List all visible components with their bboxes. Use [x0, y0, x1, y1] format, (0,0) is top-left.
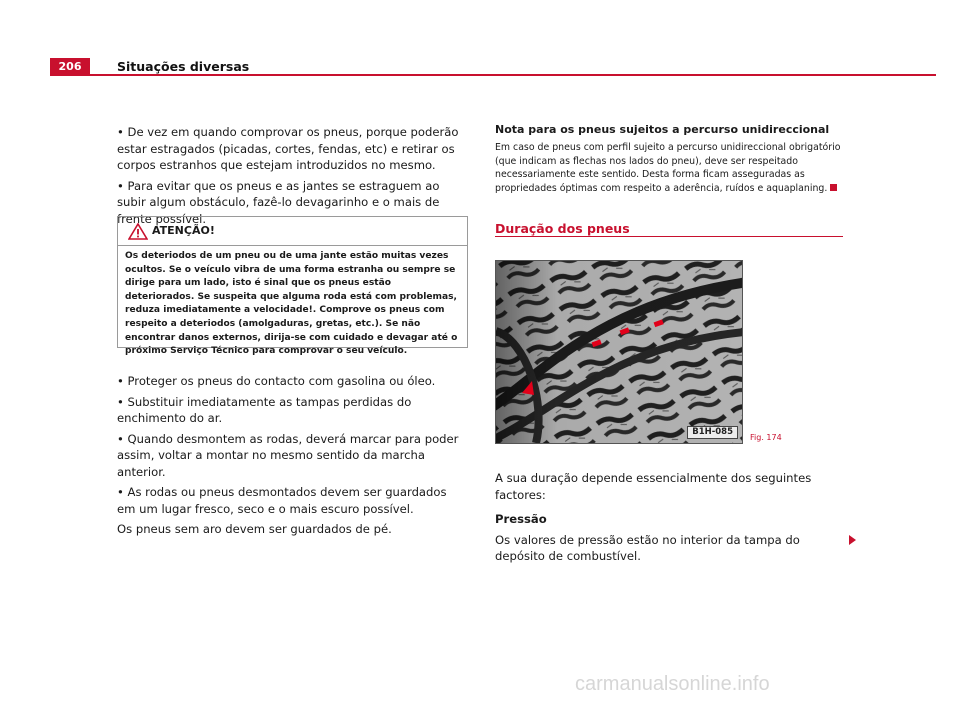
bullet-mark-wheels: • Quando desmontem as rodas, deverá marcar para poder assim, voltar a montar no mesmo sentido da marcha anterior. [117, 431, 459, 479]
tyre-tread-illustration [496, 261, 742, 443]
section-title: Situações diversas [117, 59, 250, 74]
warning-triangle-icon [128, 223, 148, 240]
pressure-text: Os valores de pressão estão no interior da tampa do depósito de combustível. [495, 532, 800, 563]
warning-header [118, 217, 467, 246]
duration-text [495, 470, 840, 569]
duration-title: Duração dos pneus [495, 221, 630, 236]
end-square-icon [830, 184, 837, 191]
note-text: Em caso de pneus com perfil sujeito a percurso unidireccional obrigatório (que indicam as flechas nos lados do pneu), deve ser respeitado necessariamente este sentido. Desta forma ficam asseguradas as propriedades óptimas com respeito a aderência, ruídos e aquaplaning. [495, 142, 841, 194]
left-column-top [117, 124, 467, 231]
figure-code: B1H-085 [687, 426, 738, 439]
duration-intro: A sua duração depende essencialmente dos seguintes factores: [495, 471, 812, 502]
page-number: 206 [50, 58, 90, 76]
figure-label: Fig. 174 [750, 433, 782, 442]
continue-arrow-icon [849, 535, 856, 545]
pressure-title: Pressão [495, 512, 547, 526]
warning-box [117, 216, 468, 357]
note-title: Nota para os pneus sujeitos a percurso unidireccional [495, 123, 830, 136]
bullet-inspect-tyres: • De vez em quando comprovar os pneus, porque poderão estar estragados (picadas, cortes, fendas, etc) e retirar os corpos estranhos que estejam introduzidos no mesmo. [117, 125, 459, 172]
bullet-protect-fuel: • Proteger os pneus do contacto com gasolina ou óleo. [117, 374, 436, 388]
warning-title: ATENÇÃO! [152, 224, 215, 237]
warning-text: Os deteriodos de um pneu ou de uma jante estão muitas vezes ocultos. Se o veículo vibra de uma forma estranha ou sempre se dirige para um lado, isto é sinal que os pneus estão deteriorados. Se suspeita que alguma roda está com problemas, reduza imediatamente a velocidade!. Comprove os pneus com respeito a deteriodos (amolgaduras, gretas, etc.). Se não encontrar danos externos, dirija-se com cuidado e devagar até o próximo Serviço Técnico para comprovar o seu veículo. [125, 251, 458, 357]
unidirectional-note [495, 123, 843, 195]
note-body [495, 141, 843, 195]
tyre-tread-figure [495, 260, 743, 444]
bullet-storage: • As rodas ou pneus desmontados devem ser guardados em um lugar fresco, seco e o mais escuro possível. [117, 485, 447, 516]
watermark: carmanualsonline.info [575, 673, 770, 695]
bullet-obstacles: • Para evitar que os pneus e as jantes se estraguem ao subir algum obstáculo, fazê-lo devagarinho e o mais de frente possível. [117, 178, 440, 226]
left-column-bottom [117, 373, 467, 542]
storage-upright: Os pneus sem aro devem ser guardados de pé. [117, 522, 392, 536]
header-rule [50, 74, 936, 76]
bullet-valve-caps: • Substituir imediatamente as tampas perdidas do enchimento do ar. [117, 394, 412, 425]
duration-rule [495, 236, 843, 237]
